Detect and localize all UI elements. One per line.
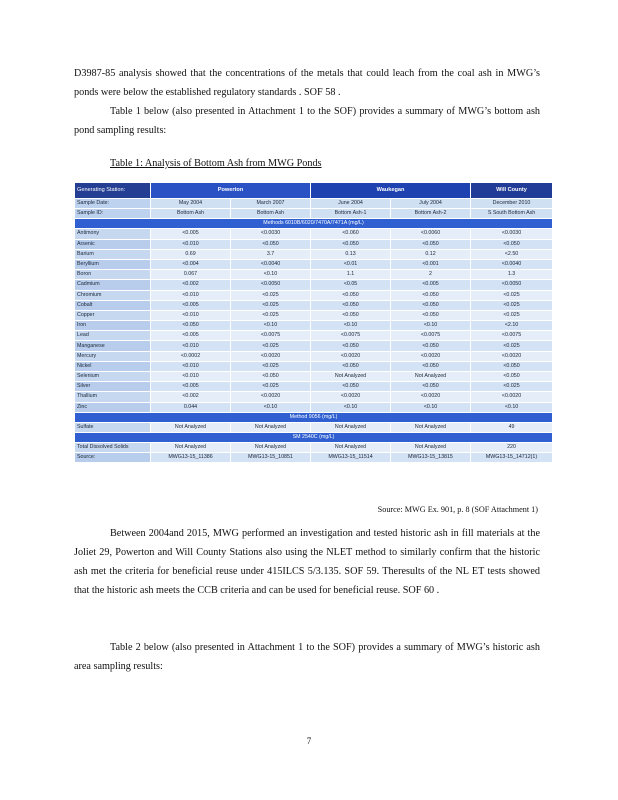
- tds-label: Total Dissolved Solids: [75, 442, 151, 452]
- bottom-ash-table: [74, 182, 553, 463]
- table-source-note: Source: MWG Ex. 901, p. 8 (SOF Attachment 1): [377, 505, 538, 514]
- metal-value: <0.050: [391, 290, 471, 300]
- metal-value: <0.0020: [231, 351, 311, 361]
- metal-value: <0.0020: [311, 351, 391, 361]
- metal-value: <0.050: [391, 300, 471, 310]
- metal-row: [75, 351, 553, 361]
- metal-value: <0.0020: [311, 392, 391, 402]
- sulfate-header-row: [75, 412, 553, 422]
- metal-value: <0.025: [471, 310, 553, 320]
- metal-value: <0.10: [231, 321, 311, 331]
- metal-value: <0.0075: [231, 331, 311, 341]
- metal-value: <0.10: [231, 402, 311, 412]
- metal-name: Boron: [75, 270, 151, 280]
- metal-value: <0.050: [471, 372, 553, 382]
- sample-id: S South Bottom Ash: [471, 209, 553, 219]
- metal-name: Copper: [75, 310, 151, 320]
- metal-name: Arsenic: [75, 239, 151, 249]
- metal-name: Chromium: [75, 290, 151, 300]
- metal-value: Not Analyzed: [311, 372, 391, 382]
- sulfate-value: Not Analyzed: [231, 422, 311, 432]
- metal-value: <0.001: [391, 259, 471, 269]
- station-powerton: Powerton: [151, 183, 311, 199]
- methods-header-row: [75, 219, 553, 229]
- page-number: 7: [306, 736, 312, 746]
- sample-date: June 2004: [311, 199, 391, 209]
- sample-id: Bottom Ash-1: [311, 209, 391, 219]
- sulfate-label: Sulfate: [75, 422, 151, 432]
- sulfate-value: 49: [471, 422, 553, 432]
- metal-value: <0.0020: [391, 351, 471, 361]
- metal-row: [75, 392, 553, 402]
- metal-row: [75, 321, 553, 331]
- tds-value: 220: [471, 442, 553, 452]
- metal-row: [75, 280, 553, 290]
- metal-row: [75, 249, 553, 259]
- metal-row: [75, 300, 553, 310]
- metal-name: Zinc: [75, 402, 151, 412]
- metal-value: <0.010: [151, 372, 231, 382]
- source-value: MWG13-15_10851: [231, 453, 311, 463]
- sample-id: Bottom Ash-2: [391, 209, 471, 219]
- metal-value: 1.3: [471, 270, 553, 280]
- metal-value: <0.0075: [471, 331, 553, 341]
- metal-value: <0.10: [231, 270, 311, 280]
- metal-value: <0.025: [231, 341, 311, 351]
- metal-value: <0.050: [391, 361, 471, 371]
- metal-row: [75, 310, 553, 320]
- table-header-row: [75, 183, 553, 199]
- metal-value: 3.7: [231, 249, 311, 259]
- sample-date-row: [75, 199, 553, 209]
- station-will-county: Will County: [471, 183, 553, 199]
- metal-name: Lead: [75, 331, 151, 341]
- metal-value: <0.010: [151, 361, 231, 371]
- metal-value: <0.050: [311, 341, 391, 351]
- metal-value: <0.025: [231, 300, 311, 310]
- metal-row: [75, 331, 553, 341]
- paragraph-historic-ash: Between 2004and 2015, MWG performed an investigation and tested historic ash in fill materials at the Joliet 29, Powerton and Will County Stations also using the NLET method to similarly confirm that the historic ash met the criteria for beneficial reuse under 415ILCS 5/3.135. SOF 59. Theresults of the NL ET tests showed that the historic ash meets the CCB criteria and can be used for beneficial reuse. SOF 60 .: [74, 528, 540, 596]
- source-value: MWG13-15_11386: [151, 453, 231, 463]
- metal-value: <0.005: [151, 300, 231, 310]
- metal-value: <0.050: [471, 361, 553, 371]
- metal-value: <0.01: [311, 259, 391, 269]
- metal-row: [75, 290, 553, 300]
- source-value: MWG13-15_11514: [311, 453, 391, 463]
- metal-value: <0.050: [391, 341, 471, 351]
- metal-value: 0.12: [391, 249, 471, 259]
- metal-value: <0.025: [231, 290, 311, 300]
- metal-value: <0.025: [231, 382, 311, 392]
- sulfate-value: Not Analyzed: [151, 422, 231, 432]
- metal-value: <0.0075: [391, 331, 471, 341]
- metal-value: <0.025: [231, 361, 311, 371]
- sample-date: December 2010: [471, 199, 553, 209]
- metal-value: <0.0060: [391, 229, 471, 239]
- station-waukegan: Waukegan: [311, 183, 471, 199]
- metal-value: <0.050: [231, 372, 311, 382]
- metal-value: <0.010: [151, 239, 231, 249]
- metal-name: Antimony: [75, 229, 151, 239]
- sulfate-method-header: Method 9056 (mg/L): [75, 412, 553, 422]
- sample-date-label: Sample Date:: [75, 199, 151, 209]
- metal-name: Silver: [75, 382, 151, 392]
- metal-row: [75, 259, 553, 269]
- metal-name: Nickel: [75, 361, 151, 371]
- paragraph-leachate-analysis: D3987-85 analysis showed that the concentrations of the metals that could leach from the coal ash in MWG’s ponds were below the established regulatory standards . SOF 58 .: [74, 68, 540, 98]
- metal-value: <0.025: [231, 310, 311, 320]
- metal-value: <0.002: [151, 280, 231, 290]
- metal-value: <0.025: [471, 382, 553, 392]
- generating-station-label: Generating Station:: [75, 183, 151, 199]
- sample-id-row: [75, 209, 553, 219]
- metal-value: <0.0020: [391, 392, 471, 402]
- metal-row: [75, 341, 553, 351]
- sulfate-row: [75, 422, 553, 432]
- metal-row: [75, 239, 553, 249]
- metal-value: 0.69: [151, 249, 231, 259]
- metal-value: <0.050: [311, 310, 391, 320]
- metal-value: <0.0002: [151, 351, 231, 361]
- metal-value: 1.1: [311, 270, 391, 280]
- metal-name: Manganese: [75, 341, 151, 351]
- metal-value: <0.002: [151, 392, 231, 402]
- metal-value: <0.10: [391, 321, 471, 331]
- metal-value: <0.025: [471, 300, 553, 310]
- tds-value: Not Analyzed: [311, 442, 391, 452]
- metal-row: [75, 361, 553, 371]
- source-row: [75, 453, 553, 463]
- source-label: Source:: [75, 453, 151, 463]
- metal-value: <0.005: [151, 382, 231, 392]
- metal-value: <0.005: [151, 229, 231, 239]
- metal-row: [75, 229, 553, 239]
- metal-name: Thallium: [75, 392, 151, 402]
- tds-value: Not Analyzed: [151, 442, 231, 452]
- metal-value: <0.0040: [471, 259, 553, 269]
- paragraph-table2-intro: Table 2 below (also presented in Attachment 1 to the SOF) provides a summary of MWG’s historic ash area sampling results:: [74, 642, 540, 672]
- metal-value: <0.0030: [471, 229, 553, 239]
- metal-row: [75, 372, 553, 382]
- sample-date: March 2007: [231, 199, 311, 209]
- source-value: MWG13-15_14712(1): [471, 453, 553, 463]
- metal-value: <0.010: [151, 310, 231, 320]
- metal-value: <0.0075: [311, 331, 391, 341]
- metal-value: <0.10: [311, 402, 391, 412]
- sample-id-label: Sample ID:: [75, 209, 151, 219]
- metal-value: <0.050: [231, 239, 311, 249]
- metal-value: <0.10: [311, 321, 391, 331]
- metal-value: <0.060: [311, 229, 391, 239]
- metal-name: Cobalt: [75, 300, 151, 310]
- metal-value: <0.05: [311, 280, 391, 290]
- metal-value: <0.050: [391, 239, 471, 249]
- metal-value: <0.025: [471, 341, 553, 351]
- metal-name: Beryllium: [75, 259, 151, 269]
- metal-value: <0.0030: [231, 229, 311, 239]
- metal-row: [75, 382, 553, 392]
- metal-value: <0.050: [311, 239, 391, 249]
- metal-value: <0.025: [471, 290, 553, 300]
- metal-value: <0.050: [151, 321, 231, 331]
- metal-value: <2.50: [471, 249, 553, 259]
- metal-value: <0.0020: [231, 392, 311, 402]
- sulfate-value: Not Analyzed: [311, 422, 391, 432]
- metal-value: 2: [391, 270, 471, 280]
- metal-value: <2.10: [471, 321, 553, 331]
- metal-value: <0.0020: [471, 351, 553, 361]
- metal-value: 0.044: [151, 402, 231, 412]
- sample-id: Bottom Ash: [231, 209, 311, 219]
- tds-row: [75, 442, 553, 452]
- metal-value: <0.0040: [231, 259, 311, 269]
- sample-id: Bottom Ash: [151, 209, 231, 219]
- metal-value: <0.050: [311, 361, 391, 371]
- metal-name: Iron: [75, 321, 151, 331]
- table-caption: Table 1: Analysis of Bottom Ash from MWG Ponds: [110, 158, 322, 169]
- sample-date: May 2004: [151, 199, 231, 209]
- metal-value: Not Analyzed: [391, 372, 471, 382]
- tds-value: Not Analyzed: [391, 442, 471, 452]
- metal-row: [75, 270, 553, 280]
- metal-value: <0.0050: [471, 280, 553, 290]
- tds-value: Not Analyzed: [231, 442, 311, 452]
- metal-value: <0.10: [471, 402, 553, 412]
- methods-header: Methods 6010B/6020/7470A/7471A (mg/L): [75, 219, 553, 229]
- metal-name: Barium: [75, 249, 151, 259]
- metal-value: <0.050: [391, 310, 471, 320]
- metal-value: <0.010: [151, 341, 231, 351]
- metal-value: 0.13: [311, 249, 391, 259]
- metal-value: 0.067: [151, 270, 231, 280]
- metal-name: Selenium: [75, 372, 151, 382]
- tds-header-row: [75, 432, 553, 442]
- tds-method-header: SM 2540C (mg/L): [75, 432, 553, 442]
- metal-row: [75, 402, 553, 412]
- metal-value: <0.005: [391, 280, 471, 290]
- metal-name: Mercury: [75, 351, 151, 361]
- metal-value: <0.050: [471, 239, 553, 249]
- sample-date: July 2004: [391, 199, 471, 209]
- metal-value: <0.050: [391, 382, 471, 392]
- metal-value: <0.010: [151, 290, 231, 300]
- metal-value: <0.050: [311, 382, 391, 392]
- source-value: MWG13-15_13815: [391, 453, 471, 463]
- metal-value: <0.050: [311, 290, 391, 300]
- metal-value: <0.0050: [231, 280, 311, 290]
- paragraph-table1-intro: Table 1 below (also presented in Attachment 1 to the SOF) provides a summary of MWG’s bottom ash pond sampling results:: [74, 106, 540, 136]
- metal-value: <0.005: [151, 331, 231, 341]
- metal-value: <0.10: [391, 402, 471, 412]
- sulfate-value: Not Analyzed: [391, 422, 471, 432]
- metal-value: <0.0020: [471, 392, 553, 402]
- metal-value: <0.050: [311, 300, 391, 310]
- bottom-ash-table-body: [75, 183, 553, 463]
- metal-value: <0.004: [151, 259, 231, 269]
- metal-name: Cadmium: [75, 280, 151, 290]
